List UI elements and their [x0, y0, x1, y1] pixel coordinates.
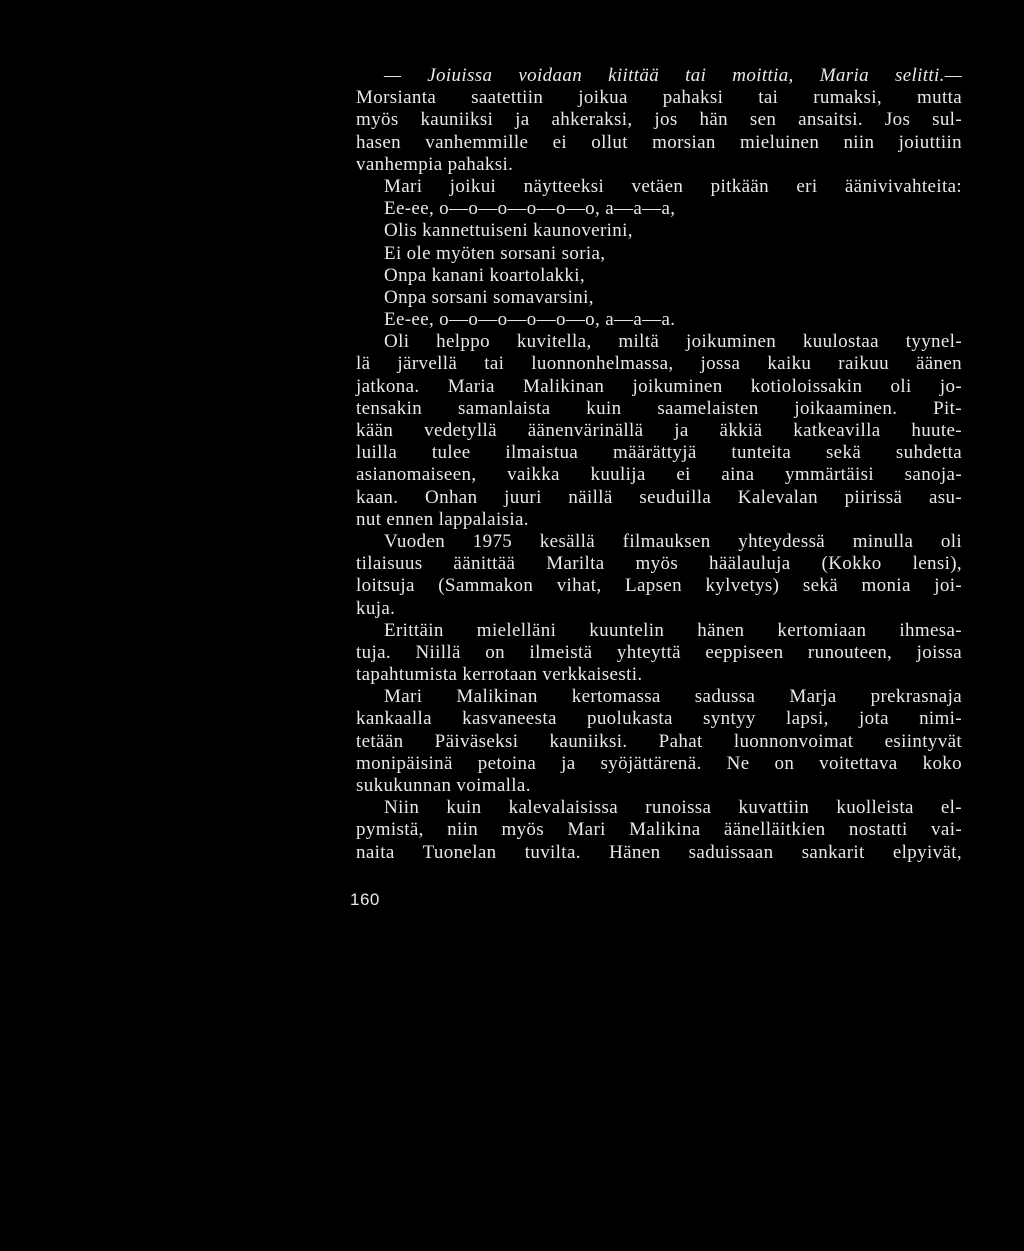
verse-line: Ei ole myöten sorsani soria,	[384, 242, 606, 264]
text-line: Niin kuin kalevalaisissa runoissa kuvattiin kuolleista el-	[384, 797, 962, 819]
text-line: Mari joikui näytteeksi vetäen pitkään eri äänivivahteita:	[384, 175, 962, 197]
verse-line: Onpa kanani koartolakki,	[384, 264, 585, 286]
text-line: Morsianta saatettiin joikua pahaksi tai rumaksi, mutta	[356, 87, 962, 109]
text-line: hasen vanhemmille ei ollut morsian mieluinen niin joiuttiin	[356, 131, 962, 153]
text-line: — Joiuissa voidaan kiittää tai moittia, Maria selitti.—	[384, 65, 962, 86]
page-number: 160	[350, 890, 380, 909]
text-line: luilla tulee ilmaistua määrättyjä tunteita sekä suhdetta	[356, 442, 962, 464]
text-line: jatkona. Maria Malikinan joikuminen kotioloissakin oli jo-	[356, 375, 962, 397]
text-line: loitsuja (Sammakon vihat, Lapsen kylvetys) sekä monia joi-	[356, 575, 962, 597]
text-line: tensakin samanlaista kuin saamelaisten joikaaminen. Pit-	[356, 397, 962, 419]
text-line: Vuoden 1975 kesällä filmauksen yhteydessä minulla oli	[384, 530, 962, 552]
text-line: asianomaiseen, vaikka kuulija ei aina ymmärtäisi sanoja-	[356, 464, 962, 486]
text-line: naita Tuonelan tuvilta. Hänen saduissaan sankarit elpyivät,	[356, 841, 962, 863]
text-line: monipäisinä petoina ja syöjättärenä. Ne on voitettava koko	[356, 752, 962, 774]
verse-line: Onpa sorsani somavarsini,	[384, 286, 594, 308]
text-line: kään vedetyllä äänenvärinällä ja äkkiä katkeavilla huute-	[356, 420, 962, 441]
text-line: sukukunnan voimalla.	[356, 775, 531, 796]
text-line: Mari Malikinan kertomassa sadussa Marja prekrasnaja	[384, 686, 962, 708]
text-line: nut ennen lappalaisia.	[356, 508, 529, 530]
verse-line: Ee-ee, o—o—o—o—o—o, a—a—a.	[384, 309, 676, 331]
verse-line: Ee-ee, o—o—o—o—o—o, a—a—a,	[384, 198, 676, 220]
text-line: tetään Päiväseksi kauniiksi. Pahat luonnonvoimat esiintyvät	[356, 730, 962, 752]
text-line: tilaisuus äänittää Marilta myös häälauluja (Kokko lensi),	[356, 553, 962, 575]
text-line: tuja. Niillä on ilmeistä yhteyttä eeppiseen runouteen, joissa	[356, 641, 962, 663]
text-line: lä järvellä tai luonnonhelmassa, jossa kaiku raikuu äänen	[356, 353, 962, 375]
text-line: myös kauniiksi ja ahkeraksi, jos hän sen ansaitsi. Jos sul-	[356, 109, 962, 131]
text-line: kankaalla kasvaneesta puolukasta syntyy lapsi, jota nimi-	[356, 708, 962, 730]
verse-line: Olis kannettuiseni kaunoverini,	[384, 220, 633, 242]
text-line: pymistä, niin myös Mari Malikina äänelläitkien nostatti vai-	[356, 819, 962, 841]
text-line: Oli helppo kuvitella, miltä joikuminen kuulostaa tyynel-	[384, 331, 962, 353]
text-line: kuja.	[356, 597, 396, 619]
text-line: tapahtumista kerrotaan verkkaisesti.	[356, 664, 643, 686]
text-line: vanhempia pahaksi.	[356, 153, 514, 175]
text-line: kaan. Onhan juuri näillä seuduilla Kalevalan piirissä asu-	[356, 486, 962, 508]
text-line: Erittäin mielelläni kuuntelin hänen kertomiaan ihmesa-	[384, 619, 962, 641]
body-text	[356, 65, 962, 864]
